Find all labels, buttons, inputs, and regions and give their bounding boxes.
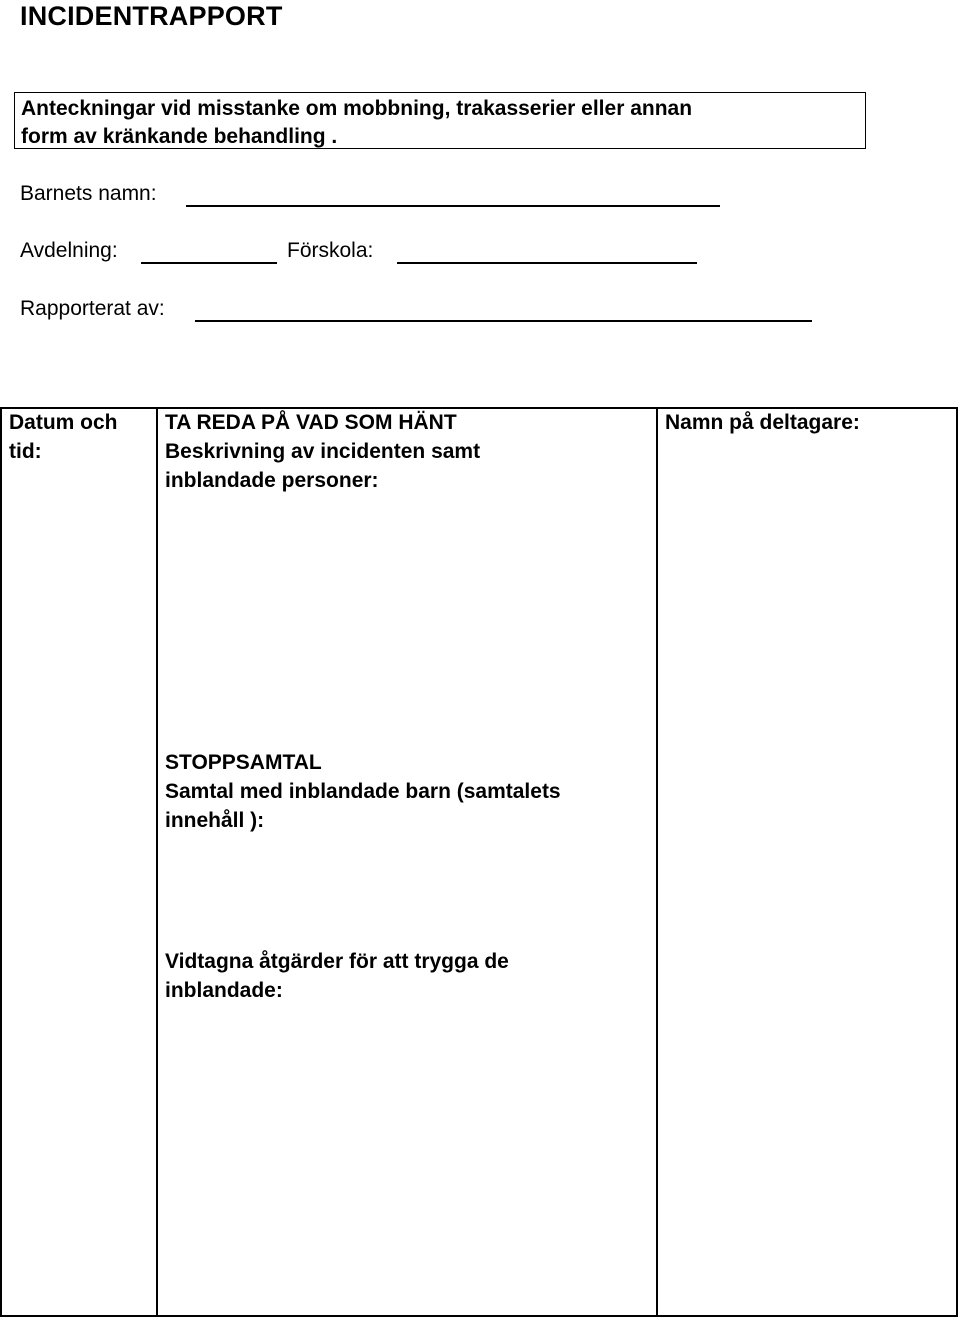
preschool-field[interactable] xyxy=(397,262,697,264)
what-happened-line-2: Beskrivning av incidenten samt xyxy=(165,440,481,463)
department-row xyxy=(20,238,720,268)
measures-line-2: inblandade: xyxy=(165,979,283,1002)
department-label: Avdelning: xyxy=(20,239,118,262)
stop-conversation-section xyxy=(165,748,561,835)
department-field[interactable] xyxy=(141,262,277,264)
date-time-header-line-2: tid: xyxy=(9,440,42,463)
table-divider-2 xyxy=(656,407,658,1317)
what-happened-section xyxy=(165,408,480,495)
child-name-row xyxy=(20,181,740,211)
measures-section xyxy=(165,947,509,1005)
date-time-header xyxy=(9,408,118,466)
notice-line-1: Anteckningar vid misstanke om mobbning, trakasserier eller annan xyxy=(21,97,693,120)
stop-conversation-heading: STOPPSAMTAL xyxy=(165,751,322,774)
notice-line-2: form av kränkande behandling . xyxy=(21,125,338,148)
notice-box xyxy=(14,92,866,149)
table-right-border xyxy=(956,407,958,1317)
reported-by-row xyxy=(20,296,820,326)
incident-table xyxy=(0,407,958,1317)
date-time-header-line-1: Datum och xyxy=(9,411,118,434)
page-title: INCIDENTRAPPORT xyxy=(20,1,283,31)
participants-header-line-1: Namn på deltagare: xyxy=(665,411,860,434)
what-happened-heading: TA REDA PÅ VAD SOM HÄNT xyxy=(165,411,457,434)
child-name-field[interactable] xyxy=(186,205,720,207)
reported-by-label: Rapporterat av: xyxy=(20,297,165,320)
table-divider-1 xyxy=(156,407,158,1317)
table-left-border xyxy=(0,407,2,1317)
what-happened-line-3: inblandade personer: xyxy=(165,469,379,492)
preschool-label: Förskola: xyxy=(287,239,374,262)
measures-line-1: Vidtagna åtgärder för att trygga de xyxy=(165,950,509,973)
table-bottom-border xyxy=(0,1315,958,1317)
stop-conversation-line-2: Samtal med inblandade barn (samtalets xyxy=(165,780,561,803)
stop-conversation-line-3: innehåll ): xyxy=(165,809,265,832)
participants-header xyxy=(665,408,860,437)
reported-by-field[interactable] xyxy=(195,320,812,322)
child-name-label: Barnets namn: xyxy=(20,182,157,205)
